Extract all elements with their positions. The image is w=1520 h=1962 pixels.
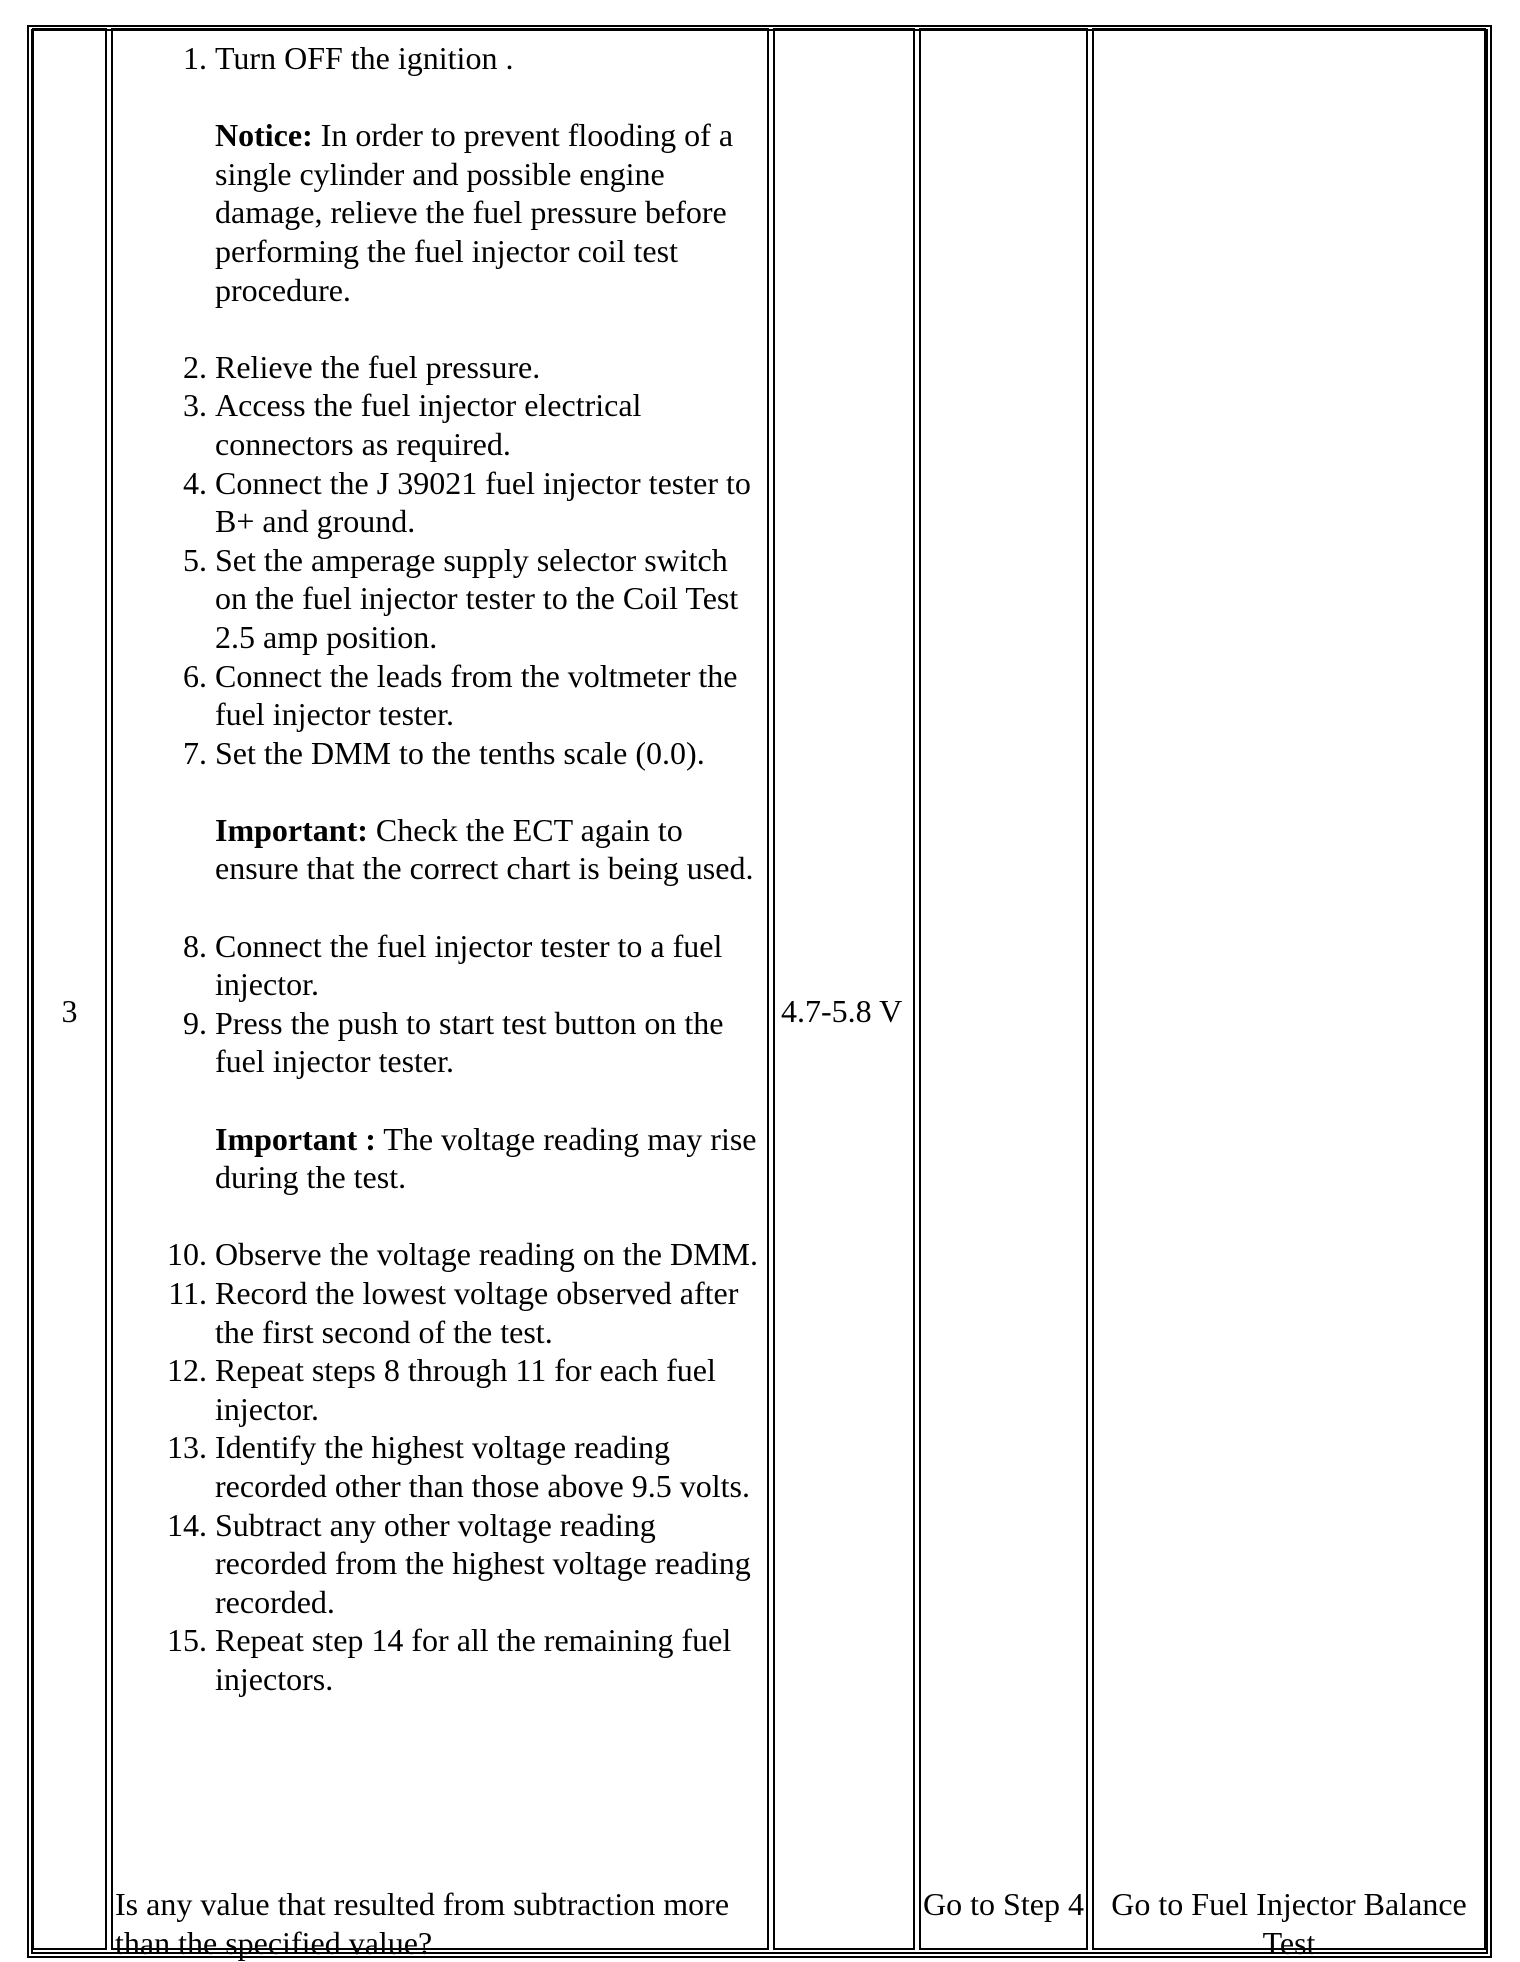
procedure-list <box>113 39 763 1699</box>
list-item: 8. Connect the fuel injector tester to a fuel injector. <box>183 927 723 1003</box>
no-cell <box>1092 28 1486 1961</box>
list-item: 4. Connect the J 39021 fuel injector tester to B+ and ground. <box>183 464 751 540</box>
list-item: 1. Turn OFF the ignition . <box>183 40 514 76</box>
value-cell <box>773 28 915 1950</box>
list-item: 6. Connect the leads from the voltmeter the fuel injector tester. <box>183 657 738 733</box>
no-action: Go to Fuel Injector Balance Test <box>1111 1886 1467 1961</box>
list-item: 10. Observe the voltage reading on the DMM. <box>167 1236 758 1273</box>
list-item: 14. Subtract any other voltage reading recorded from the highest voltage reading recorded. <box>167 1506 751 1620</box>
list-item: 12. Repeat steps 8 through 11 for each fuel injector. <box>167 1352 716 1427</box>
list-item: 13. Identify the highest voltage reading recorded other than those above 9.5 volts. <box>167 1429 750 1504</box>
list-item: 3. Access the fuel injector electrical connectors as required. <box>183 387 642 462</box>
important-label: Important : <box>215 1120 376 1157</box>
notice-label: Notice: <box>215 117 313 154</box>
list-item: 2. Relieve the fuel pressure. <box>183 348 541 385</box>
yes-cell <box>919 28 1088 1950</box>
important-block: Important: Check the ECT again to ensure that the correct chart is being used. <box>215 811 754 887</box>
list-item: 11. Record the lowest voltage observed after the first second of the test. <box>168 1275 739 1350</box>
notice-block: Notice: In order to prevent flooding of a single cylinder and possible engine damage, relieve the fuel pressure before performing the fuel injector coil test procedure. <box>215 117 734 308</box>
list-item: 5. Set the amperage supply selector switch on the fuel injector tester to the Coil Test 2.5 amp position. <box>183 541 739 655</box>
decision-question: Is any value that resulted from subtraction more than the specified value? <box>115 1886 730 1961</box>
step-cell <box>32 28 107 1950</box>
specified-value: 4.7-5.8 V <box>781 993 903 1029</box>
list-item: 15. Repeat step 14 for all the remaining fuel injectors. <box>167 1622 732 1697</box>
list-item: 7. Set the DMM to the tenths scale (0.0). <box>183 734 705 771</box>
step-number: 3 <box>61 993 78 1029</box>
important-label: Important: <box>215 811 368 848</box>
important-block: Important : The voltage reading may rise during the test. <box>215 1120 757 1196</box>
yes-action: Go to Step 4 <box>923 1886 1084 1922</box>
list-item: 9. Press the push to start test button on the fuel injector tester. <box>183 1004 724 1080</box>
action-cell <box>111 28 769 1961</box>
